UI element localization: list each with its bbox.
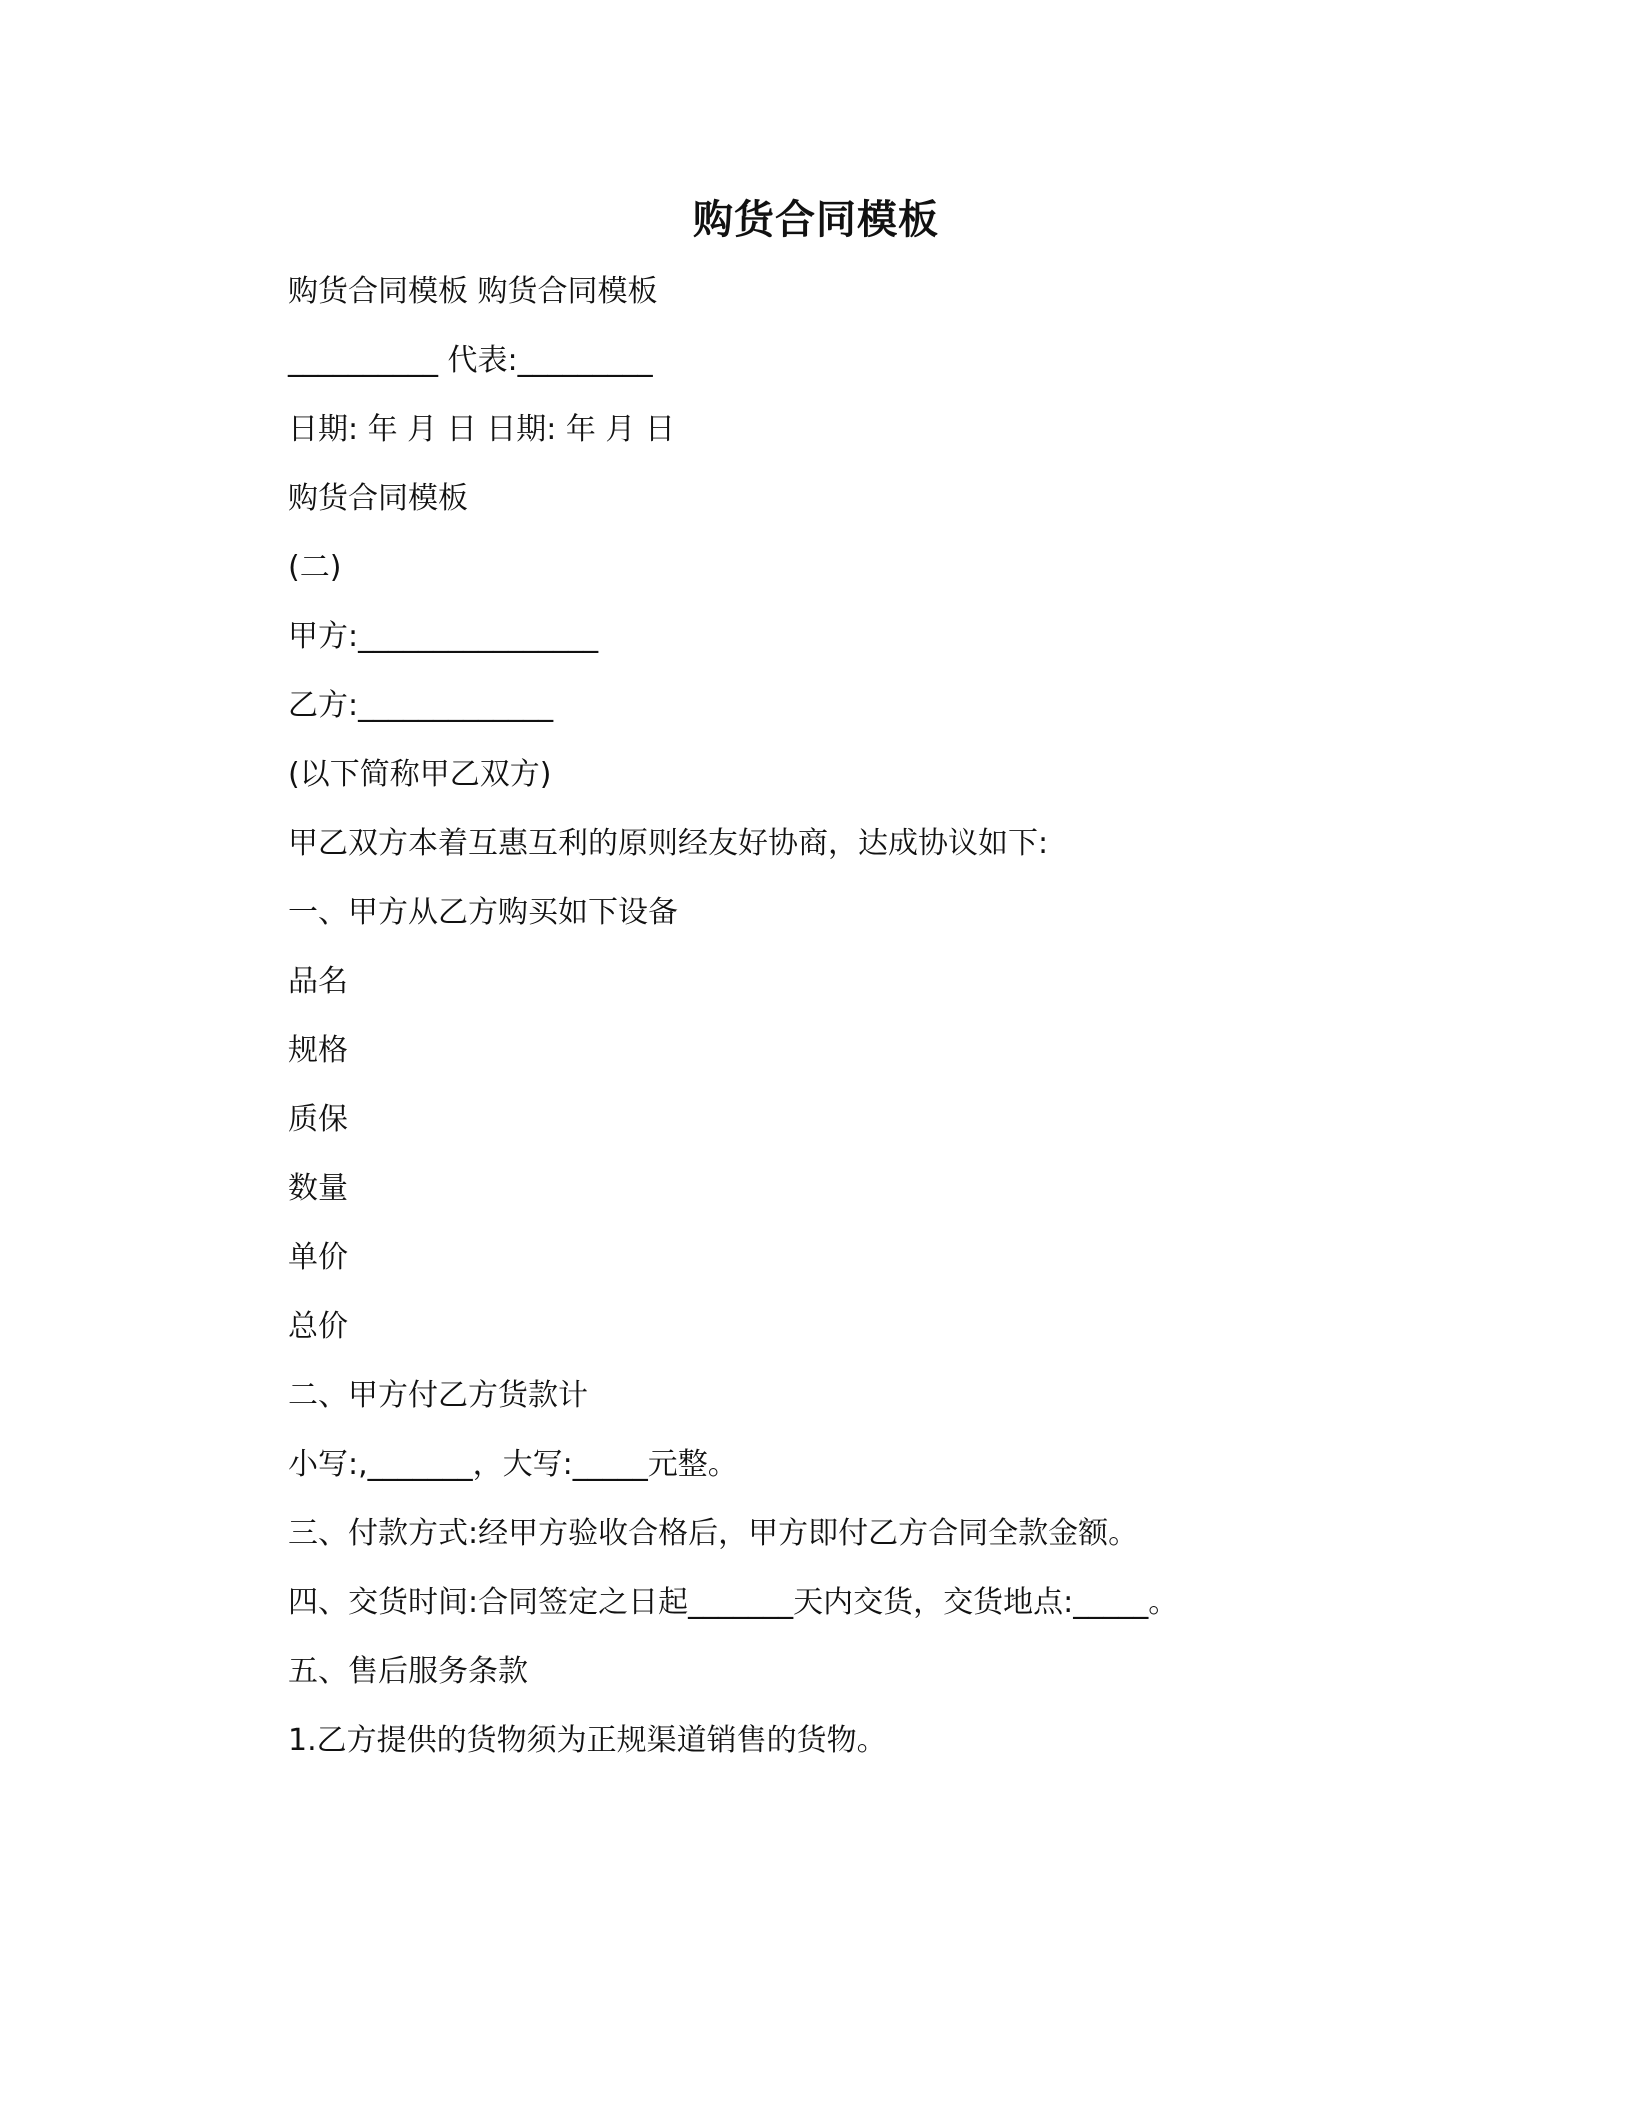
document-title: 购货合同模板 [693, 197, 939, 243]
party-a-line: 甲方:________________ [288, 619, 599, 654]
clause-5-heading: 五、售后服务条款 [288, 1654, 528, 1689]
date-line: 日期: 年 月 日 日期: 年 月 日 [288, 412, 675, 447]
item-total-price-label: 总价 [288, 1309, 348, 1344]
clause-3-payment: 三、付款方式:经甲方验收合格后，甲方即付乙方合同全款金额。 [288, 1516, 1139, 1551]
agreement-intro: 甲乙双方本着互惠互利的原则经友好协商，达成协议如下: [288, 826, 1049, 861]
section-heading: 购货合同模板 [288, 481, 468, 516]
document-body [288, 272, 1388, 1790]
clause-2-heading: 二、甲方付乙方货款计 [288, 1378, 588, 1413]
representative-line: __________ 代表:_________ [288, 343, 653, 378]
item-warranty-label: 质保 [288, 1102, 348, 1137]
item-spec-label: 规格 [288, 1033, 348, 1068]
parties-abbreviation: (以下简称甲乙双方) [288, 757, 552, 792]
clause-5-item-1: 1.乙方提供的货物须为正规渠道销售的货物。 [288, 1723, 887, 1758]
section-number: (二) [288, 550, 342, 585]
item-unit-price-label: 单价 [288, 1240, 348, 1275]
clause-4-delivery: 四、交货时间:合同签定之日起_______天内交货，交货地点:_____。 [288, 1585, 1179, 1620]
party-b-line: 乙方:_____________ [288, 688, 554, 723]
item-quantity-label: 数量 [288, 1171, 348, 1206]
item-name-label: 品名 [288, 964, 348, 999]
subtitle-line: 购货合同模板 购货合同模板 [288, 274, 658, 309]
amount-line: 小写:,_______，大写:_____元整。 [288, 1447, 738, 1482]
clause-1-heading: 一、甲方从乙方购买如下设备 [288, 895, 678, 930]
